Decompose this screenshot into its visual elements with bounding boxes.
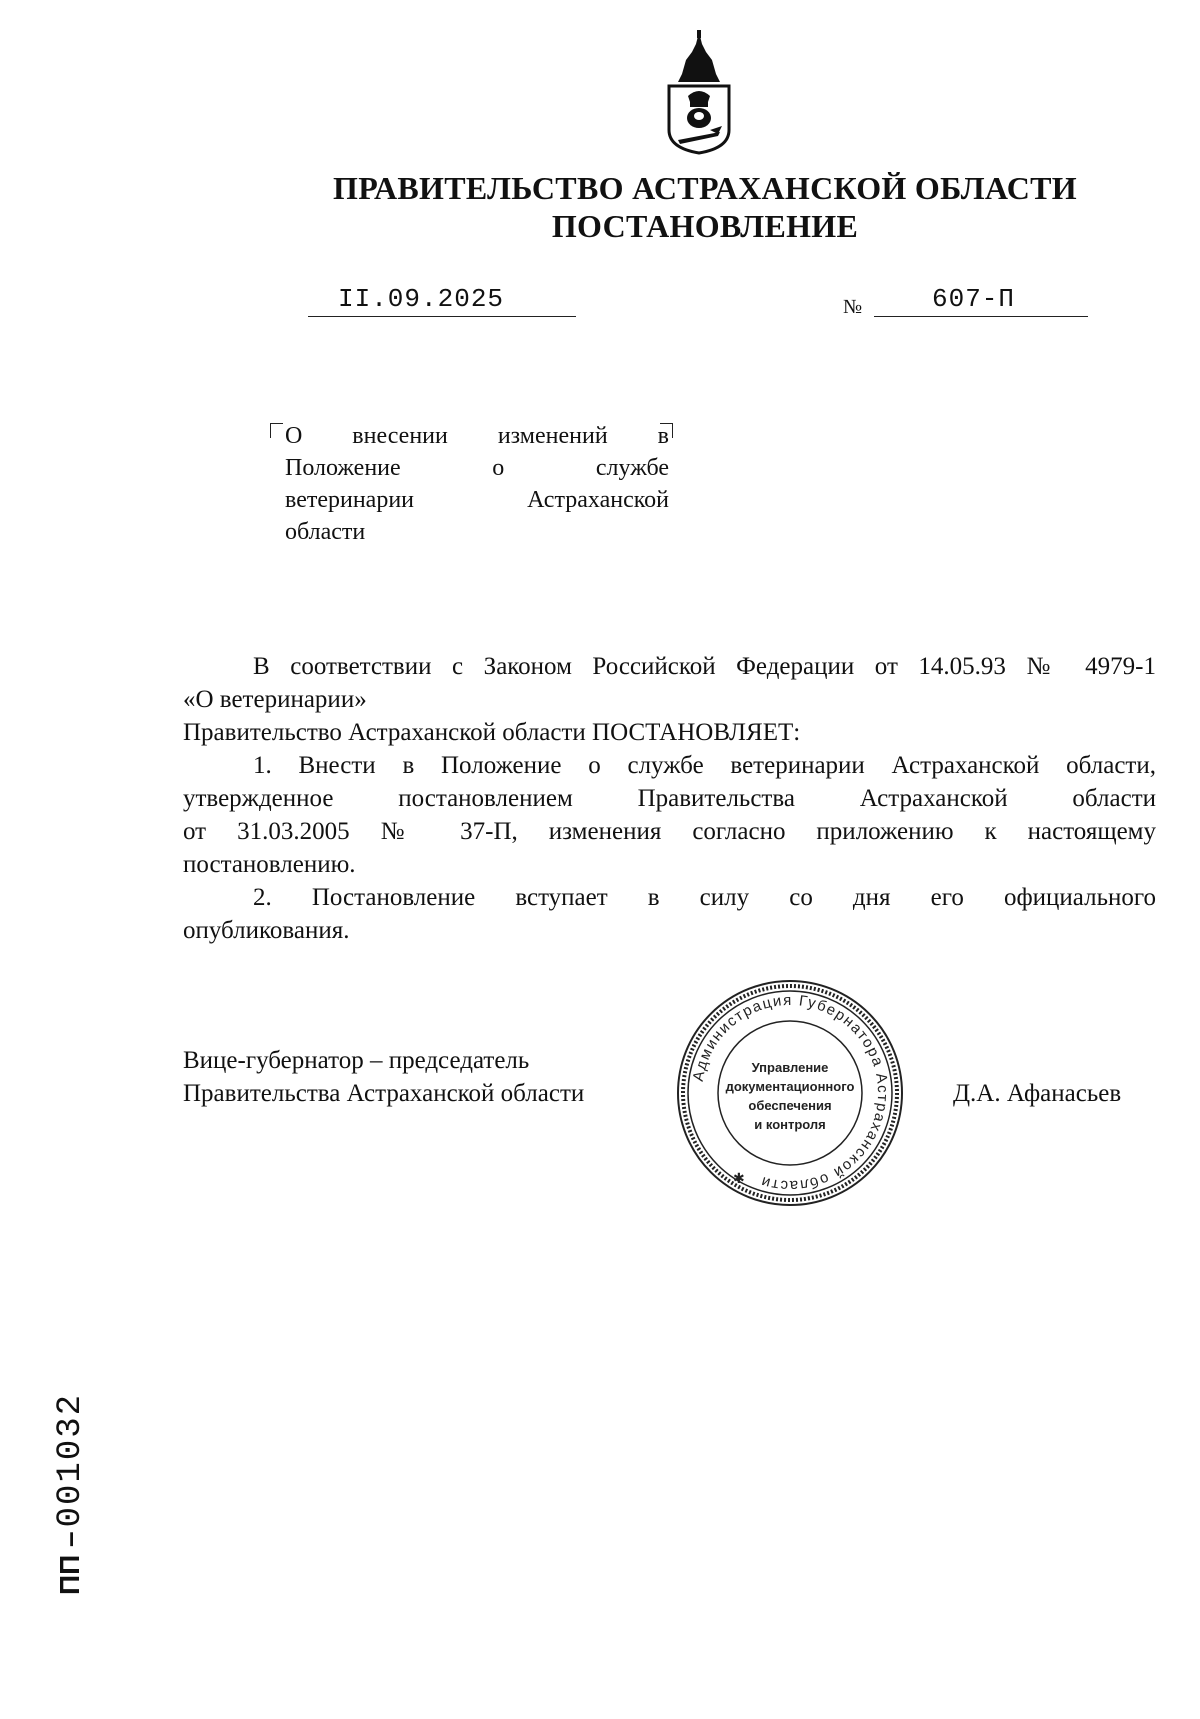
- official-stamp: [675, 978, 905, 1208]
- stamp-star-icon: ✱: [733, 1170, 745, 1186]
- item-2-line-2: опубликования.: [183, 917, 350, 944]
- stamp-center-line-1: Управление: [751, 1060, 829, 1075]
- subject-bracket-left: [270, 423, 283, 438]
- item-1-line-4: постановлению.: [183, 851, 356, 878]
- form-serial-number: [52, 1393, 90, 1595]
- item-1-line-3: от 31.03.2005 № 37-П, изменения согласно приложению к настоящему: [183, 818, 1156, 845]
- subject-line-3: ветеринарии Астраханской: [285, 487, 669, 513]
- preamble-line-1: В соответствии с Законом Российской Федерации от 14.05.93 № 4979-1: [253, 653, 1156, 680]
- item-1-line-1: 1. Внести в Положение о службе ветеринарии Астраханской области,: [253, 752, 1156, 779]
- form-serial-digits: 001032: [52, 1392, 90, 1528]
- stamp-center-line-3: обеспечения: [748, 1098, 832, 1113]
- signatory-name: Д.А. Афанасьев: [953, 1080, 1122, 1107]
- organization-title: ПРАВИТЕЛЬСТВО АСТРАХАНСКОЙ ОБЛАСТИ: [333, 170, 1077, 206]
- date-underline: [308, 316, 576, 317]
- document-date: II.09.2025: [338, 284, 505, 314]
- number-sign: №: [843, 296, 863, 318]
- stamp-ring-text: Администрация Губернатора Астраханской области: [689, 991, 892, 1195]
- number-underline: [874, 316, 1088, 317]
- preamble-line-2: «О ветеринарии»: [183, 686, 367, 713]
- subject-line-4: области: [285, 519, 366, 545]
- form-serial-prefix: ПП –: [54, 1531, 85, 1595]
- stamp-center-line-4: и контроля: [754, 1117, 826, 1132]
- document-number: 607-П: [932, 284, 1016, 314]
- coat-of-arms-emblem: [664, 30, 734, 155]
- signatory-position-line-2: Правительства Астраханской области: [183, 1080, 585, 1107]
- item-1-line-2: утвержденное постановлением Правительства Астраханской области: [183, 785, 1156, 812]
- document-type-title: ПОСТАНОВЛЕНИЕ: [551, 208, 859, 244]
- subject-line-2: Положение о службе: [285, 455, 669, 481]
- stamp-center-line-2: документационного: [725, 1079, 855, 1094]
- decree-line: Правительство Астраханской области ПОСТАНОВЛЯЕТ:: [183, 719, 801, 746]
- signatory-position-line-1: Вице-губернатор – председатель: [183, 1047, 530, 1074]
- item-2-line-1: 2. Постановление вступает в силу со дня его официального: [253, 884, 1156, 911]
- subject-line-1: О внесении изменений в: [285, 423, 669, 449]
